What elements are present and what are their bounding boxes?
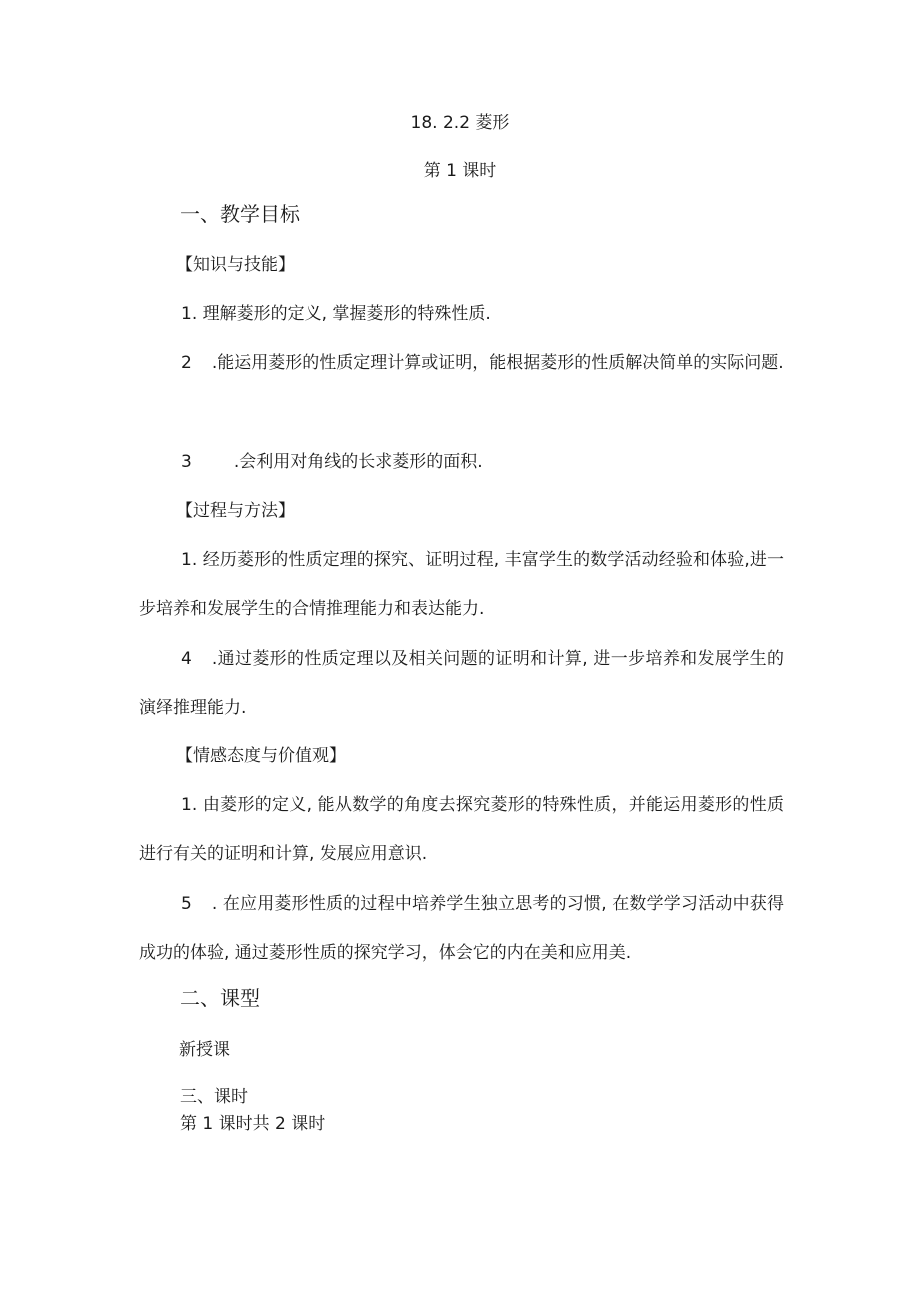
subheading-knowledge: 【知识与技能】 <box>176 255 295 275</box>
emotion-item-2-text: . 在应用菱形性质的过程中培养学生独立思考的习惯, 在数学学习活动中获得成功的体验, 通过菱形性质的探究学习，体会它的内在美和应用美. <box>139 894 784 963</box>
knowledge-item-2-number: 2 <box>181 353 192 373</box>
subheading-emotion: 【情感态度与价值观】 <box>176 746 346 766</box>
document-subtitle: 第 1 课时 <box>423 161 497 181</box>
document-title: 18. 2.2 菱形 <box>410 113 510 133</box>
knowledge-item-3-text: .会利用对角线的长求菱形的面积. <box>233 452 483 472</box>
knowledge-item-3-number: 3 <box>181 452 192 472</box>
process-item-2 <box>139 635 784 733</box>
section-heading-lesson-type: 二、课型 <box>180 986 260 1010</box>
process-item-1: 1. 经历菱形的性质定理的探究、证明过程, 丰富学生的数学活动经验和体验,进一步培养和发展学生的合情推理能力和表达能力. <box>139 550 784 619</box>
emotion-item-2-number: 5 <box>181 894 192 914</box>
knowledge-item-3 <box>181 450 483 474</box>
lesson-type-content: 新授课 <box>179 1040 230 1060</box>
knowledge-item-2-text: .能运用菱形的性质定理计算或证明，能根据菱形的性质解决简单的实际问题. <box>211 353 784 373</box>
emotion-item-1: 1. 由菱形的定义, 能从数学的角度去探究菱形的特殊性质，并能运用菱形的性质进行有关的证明和计算, 发展应用意识. <box>139 795 784 864</box>
knowledge-item-1: 1. 理解菱形的定义, 掌握菱形的特殊性质. <box>181 304 491 324</box>
section-heading-objectives: 一、教学目标 <box>180 202 300 226</box>
section-heading-periods: 三、课时 <box>180 1087 248 1107</box>
knowledge-item-2 <box>139 339 784 388</box>
subheading-process: 【过程与方法】 <box>176 501 295 521</box>
emotion-item-2 <box>139 880 784 978</box>
process-item-2-number: 4 <box>181 649 192 669</box>
process-item-2-text: .通过菱形的性质定理以及相关问题的证明和计算, 进一步培养和发展学生的演绎推理能力. <box>139 649 784 718</box>
periods-content: 第 1 课时共 2 课时 <box>180 1114 326 1134</box>
